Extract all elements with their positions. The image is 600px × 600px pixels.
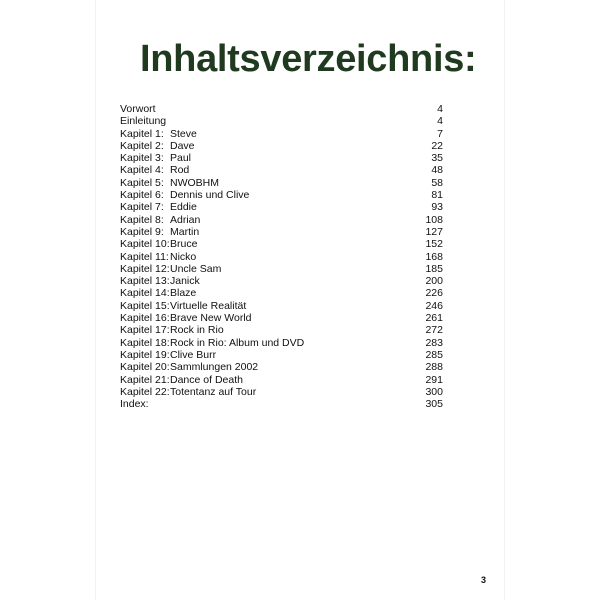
toc-entry-kapitel-13 [120, 275, 443, 287]
toc-entry-kapitel-2 [120, 140, 443, 152]
toc-entry-label: Kapitel 1: [120, 127, 164, 140]
toc-entry-page: 168 [425, 250, 443, 263]
toc-entry-page: 226 [425, 287, 443, 300]
toc-entry-kapitel-12 [120, 263, 443, 275]
toc-entry-label: Vorwort [120, 103, 156, 115]
toc-entry-kapitel-19 [120, 349, 443, 361]
toc-entry-page: 185 [425, 262, 443, 275]
toc-entry-title: Clive Burr [170, 348, 217, 361]
toc-entry-label: Kapitel 21: [120, 373, 170, 386]
toc-entry-title: NWOBHM [170, 176, 219, 189]
toc-entry-label: Kapitel 16: [120, 312, 170, 325]
toc-entry-label: Kapitel 6: [120, 189, 164, 202]
toc-entry-kapitel-1 [120, 128, 443, 140]
toc-entry-title: Janick [170, 275, 200, 288]
toc-entry-kapitel-7 [120, 201, 443, 213]
toc-entry-label: Kapitel 18: [120, 336, 170, 349]
toc-entry-title: Uncle Sam [170, 262, 222, 275]
toc-entry-label: Kapitel 3: [120, 152, 164, 165]
toc-entry-title: Steve [170, 127, 197, 140]
toc-entry-kapitel-17 [120, 324, 443, 336]
toc-entry-page: 200 [425, 275, 443, 288]
toc-entry-title: Adrian [170, 213, 201, 226]
toc-entry-label: Kapitel 8: [120, 213, 164, 226]
toc-entry-label: Kapitel 13: [120, 275, 170, 288]
toc-entry-page: 48 [431, 164, 443, 177]
toc-entry-label: Kapitel 5: [120, 176, 164, 189]
toc-entry-label: Kapitel 22: [120, 385, 170, 398]
toc-entry-kapitel-14 [120, 287, 443, 299]
page-title: Inhaltsverzeichnis: [140, 38, 477, 80]
toc-entry-einleitung [120, 115, 443, 127]
toc-entry-kapitel-16 [120, 312, 443, 324]
toc-entry-page: 285 [425, 348, 443, 361]
toc-entry-kapitel-18 [120, 337, 443, 349]
toc-entry-page: 283 [425, 336, 443, 349]
toc-entry-title: Dave [170, 139, 195, 152]
toc-entry-kapitel-3 [120, 152, 443, 164]
toc-entry-kapitel-5 [120, 177, 443, 189]
toc-entry-title: Dennis und Clive [170, 189, 250, 202]
toc-entry-title: Rock in Rio: Album und DVD [170, 336, 305, 349]
toc-entry-label: Kapitel 14: [120, 287, 170, 300]
toc-entry-title: Martin [170, 225, 200, 238]
toc-entry-title: Rock in Rio [170, 324, 224, 337]
toc-entry-page: 291 [425, 373, 443, 386]
toc-entry-page: 108 [425, 213, 443, 226]
toc-entry-title: Paul [170, 152, 192, 165]
table-of-contents [120, 103, 443, 410]
toc-entry-index [120, 398, 443, 410]
toc-entry-title: Eddie [170, 201, 197, 214]
toc-entry-label: Kapitel 19: [120, 348, 170, 361]
toc-entry-label: Index: [120, 398, 149, 411]
toc-entry-title: Virtuelle Realität [170, 299, 247, 312]
toc-entry-label: Kapitel 10: [120, 238, 170, 251]
toc-entry-kapitel-11 [120, 251, 443, 263]
toc-entry-kapitel-20 [120, 361, 443, 373]
toc-entry-label: Kapitel 12: [120, 262, 170, 275]
toc-entry-page: 127 [425, 225, 443, 238]
toc-entry-title: Totentanz auf Tour [170, 385, 257, 398]
toc-entry-label: Kapitel 20: [120, 361, 170, 374]
toc-entry-kapitel-4 [120, 164, 443, 176]
toc-entry-page: 305 [425, 398, 443, 411]
toc-entry-page: 81 [431, 189, 443, 202]
document-page [96, 0, 504, 600]
toc-entry-page: 35 [431, 152, 443, 165]
toc-entry-page: 93 [431, 201, 443, 214]
toc-entry-page: 246 [425, 299, 443, 312]
toc-entry-page: 58 [431, 176, 443, 189]
toc-entry-page: 272 [425, 324, 443, 337]
page-number: 3 [480, 575, 486, 585]
toc-entry-kapitel-15 [120, 300, 443, 312]
toc-entry-label: Kapitel 11: [120, 250, 169, 263]
toc-entry-label: Einleitung [120, 115, 167, 128]
toc-entry-title: Nicko [170, 250, 197, 263]
toc-entry-page: 22 [431, 139, 443, 152]
toc-entry-title: Dance of Death [170, 373, 243, 386]
toc-entry-page: 288 [425, 361, 443, 374]
toc-entry-kapitel-10 [120, 238, 443, 250]
toc-entry-kapitel-21 [120, 374, 443, 386]
toc-entry-kapitel-8 [120, 214, 443, 226]
toc-entry-kapitel-6 [120, 189, 443, 201]
toc-entry-title: Rod [170, 164, 190, 177]
toc-entry-label: Kapitel 17: [120, 324, 170, 337]
toc-entry-page: 7 [437, 127, 443, 140]
toc-entry-page: 4 [437, 103, 443, 115]
toc-entry-page: 261 [425, 312, 443, 325]
toc-entry-title: Bruce [170, 238, 198, 251]
toc-entry-label: Kapitel 2: [120, 139, 164, 152]
toc-entry-page: 152 [425, 238, 443, 251]
toc-entry-page: 4 [437, 115, 443, 128]
toc-entry-title: Blaze [170, 287, 197, 300]
toc-entry-label: Kapitel 9: [120, 225, 164, 238]
toc-entry-label: Kapitel 7: [120, 201, 164, 214]
toc-entry-title: Brave New World [170, 312, 252, 325]
toc-entry-label: Kapitel 4: [120, 164, 164, 177]
toc-entry-title: Sammlungen 2002 [170, 361, 259, 374]
toc-entry-kapitel-22 [120, 386, 443, 398]
toc-entry-page: 300 [425, 385, 443, 398]
toc-entry-vorwort [120, 103, 443, 115]
toc-entry-label: Kapitel 15: [120, 299, 170, 312]
toc-entry-kapitel-9 [120, 226, 443, 238]
